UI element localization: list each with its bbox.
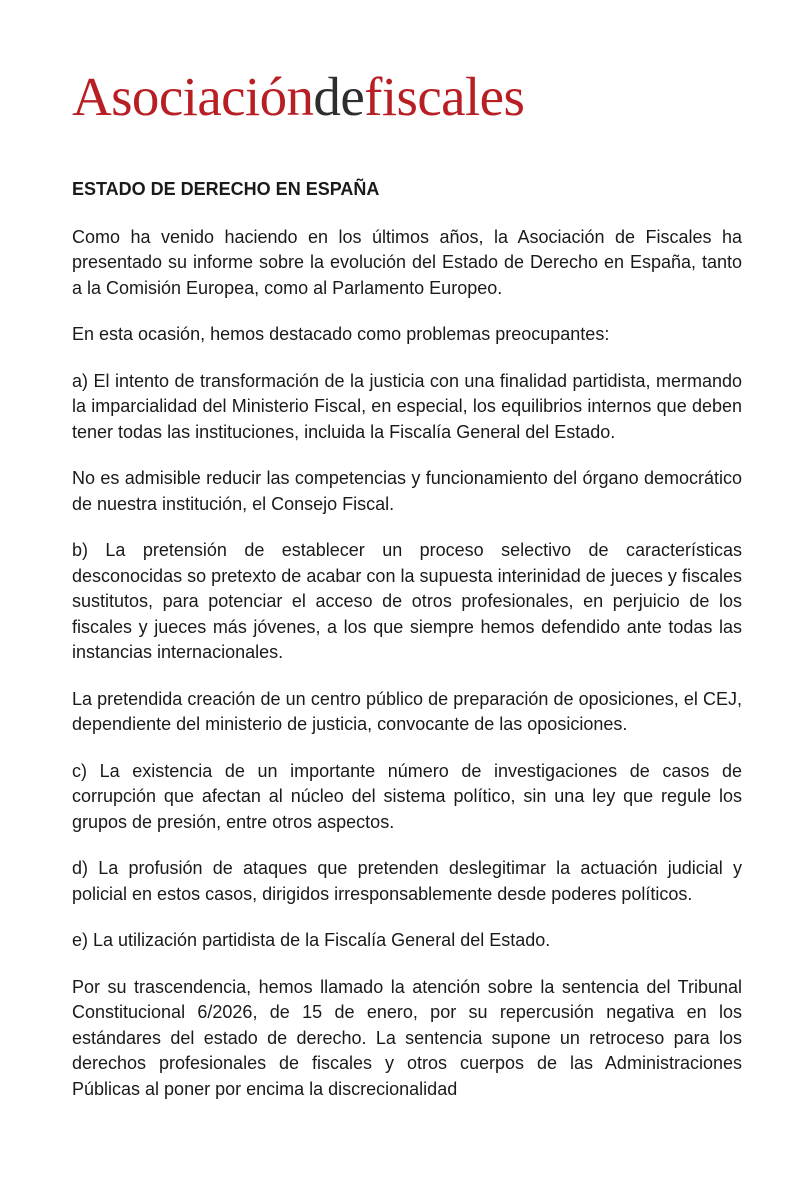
paragraph-point-e: e) La utilización partidista de la Fiscalía General del Estado. bbox=[72, 930, 551, 950]
document-heading: ESTADO DE DERECHO EN ESPAÑA bbox=[72, 179, 380, 199]
paragraph-cej: La pretendida creación de un centro público de preparación de oposiciones, el CEJ, dependiente del ministerio de justicia, convocante de las oposiciones. bbox=[72, 688, 742, 734]
paragraph-point-a: a) El intento de transformación de la justicia con una finalidad partidista, mermando la imparcialidad del Ministerio Fiscal, en especial, los equilibrios internos que deben tener todas las instituciones, incluida la Fiscalía General del Estado. bbox=[72, 370, 742, 442]
logo-text-asociacion: Asociación bbox=[72, 66, 314, 127]
paragraph-problems-intro: En esta ocasión, hemos destacado como problemas preocupantes: bbox=[72, 324, 610, 344]
paragraph-point-d: d) La profusión de ataques que pretenden deslegitimar la actuación judicial y policial en estos casos, dirigidos irresponsablemente desde poderes políticos. bbox=[72, 858, 742, 904]
association-logo bbox=[72, 62, 524, 132]
logo-text-fiscales: fiscales bbox=[364, 66, 525, 127]
paragraph-sentencia: Por su trascendencia, hemos llamado la atención sobre la sentencia del Tribunal Constitucional 6/2026, de 15 de enero, por su repercusión negativa en los estándares del estado de derecho. La sentencia supone un retroceso para los derechos profesionales de fiscales y otros cuerpos de las Administraciones Públicas al poner por encima la discrecionalidad bbox=[72, 976, 742, 1099]
paragraph-point-b: b) La pretensión de establecer un proceso selectivo de características desconocidas so pretexto de acabar con la supuesta interinidad de jueces y fiscales sustitutos, para potenciar el acceso de otros profesionales, en perjuicio de los fiscales y jueces más jóvenes, a los que siempre hemos defendido ante todas las instancias internacionales. bbox=[72, 540, 742, 662]
paragraph-intro: Como ha venido haciendo en los últimos años, la Asociación de Fiscales ha presentado su informe sobre la evolución del Estado de Derecho en España, tanto a la Comisión Europea, como al Parlamento Europeo. bbox=[72, 226, 742, 298]
logo-text-de: de bbox=[313, 66, 365, 127]
paragraph-point-c: c) La existencia de un importante número de investigaciones de casos de corrupción que afectan al núcleo del sistema político, sin una ley que regule los grupos de presión, entre otros aspectos. bbox=[72, 760, 742, 832]
document-body bbox=[72, 177, 742, 1123]
paragraph-consejo-fiscal: No es admisible reducir las competencias y funcionamiento del órgano democrático de nuestra institución, el Consejo Fiscal. bbox=[72, 468, 742, 514]
